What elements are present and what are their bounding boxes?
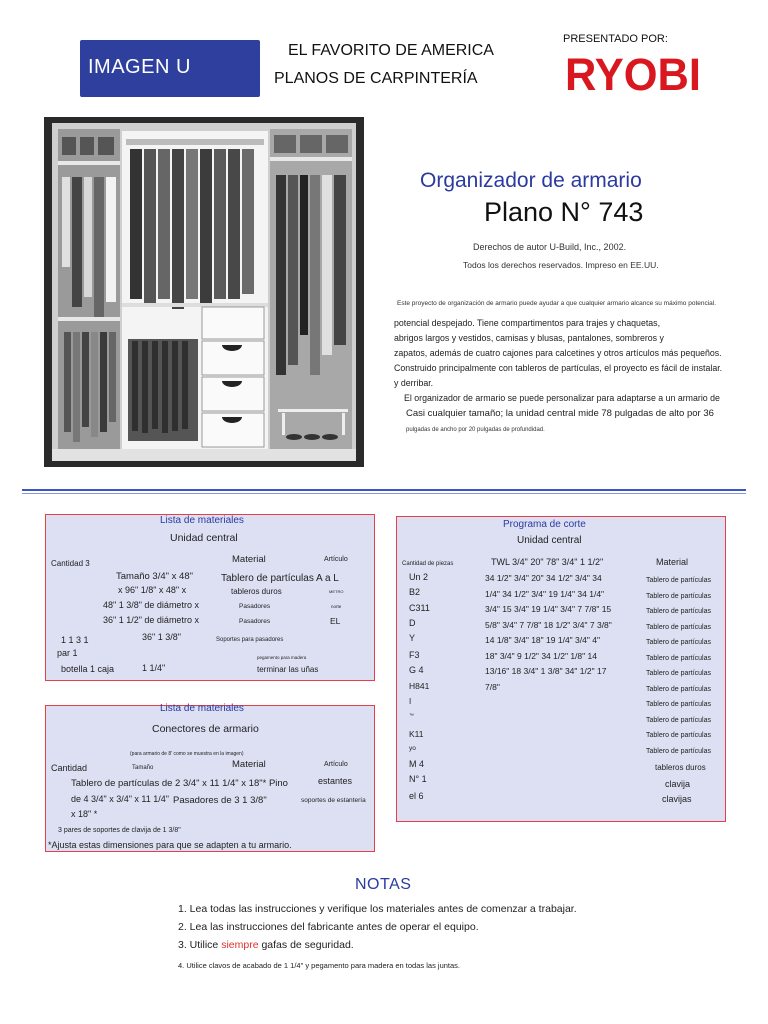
plan-number: Plano N° 743 <box>484 197 644 227</box>
materials-row: 36" 1 3/8" <box>142 632 181 642</box>
cutting-material: Tablero de partículas <box>646 639 711 646</box>
description-line: potencial despejado. Tiene compartimentos para trajes y chaquetas, <box>394 318 661 328</box>
cutting-material: Tablero de partículas <box>646 685 711 693</box>
col-material: Material <box>232 759 266 770</box>
description-line: y derribar. <box>394 378 434 388</box>
connectors-box <box>45 705 375 852</box>
col-material: Material <box>232 554 266 565</box>
article-item: norte <box>331 604 342 609</box>
cutting-title: Programa de corte <box>503 519 586 530</box>
cutting-material: Tablero de partículas <box>646 670 711 677</box>
cutting-material: clavijas <box>662 794 692 804</box>
cutting-material: Tablero de partículas <box>646 701 711 708</box>
materials-row: 48" 1 3/8" de diámetro x <box>103 600 199 610</box>
copyright-line-1: Derechos de autor U-Build, Inc., 2002. <box>473 242 627 252</box>
connectors-article: estantes <box>318 776 353 786</box>
description-line: Construido principalmente con tableros de partículas, el proyecto es fácil de instalar. <box>394 363 723 373</box>
notes-title: NOTAS <box>355 876 412 893</box>
cutting-dim-row: 3/4" 15 3/4" 19 1/4" 3/4" 7 7/8" 15 <box>485 604 612 614</box>
qty-item: par 1 <box>57 648 78 658</box>
cutting-part: C311 <box>409 603 430 613</box>
cutting-part: yo <box>409 745 416 752</box>
note-3-start: 3. Utilice <box>178 939 222 951</box>
cutting-part: B2 <box>409 587 421 597</box>
col-articulo: Artículo <box>324 556 348 563</box>
project-title: Organizador de armario <box>420 169 642 192</box>
cutting-part: K11 <box>409 729 424 739</box>
material-item: Pasadores <box>239 603 271 610</box>
cutting-material: Tablero de partículas <box>646 592 711 600</box>
cutting-dim-row: 14 1/8" 3/4" 18" 19 1/4" 3/4" 4" <box>485 635 600 645</box>
header-line-2: PLANOS DE CARPINTERÍA <box>274 70 478 87</box>
cutting-part: ™ <box>409 713 414 719</box>
cutting-dim-row: 34 1/2" 3/4" 20" 34 1/2" 3/4" 34 <box>485 573 602 583</box>
material-item: Soportes para pasadores <box>216 637 284 643</box>
material-item: tableros duros <box>231 587 282 596</box>
material-item: pegamento para madera <box>257 655 307 660</box>
cutting-material: Tablero de partículas <box>646 654 711 662</box>
connectors-line: Pasadores de 3 1 3/8" <box>173 795 267 806</box>
materials-title: Lista de materiales <box>160 515 244 526</box>
materials-subtitle: Unidad central <box>170 532 238 544</box>
note-3-end: gafas de seguridad. <box>258 939 354 951</box>
description-intro: Este proyecto de organización de armario puede ayudar a que cualquier armario alcance su máximo potencial. <box>397 300 717 307</box>
cutting-part: H841 <box>409 681 430 691</box>
description-line: abrigos largos y vestidos, camisas y blusas, pantalones, sombreros y <box>394 333 664 343</box>
cutting-part: I <box>409 697 412 706</box>
cutting-part: el 6 <box>409 791 424 801</box>
col-piezas: Cantidad de piezas <box>402 561 454 567</box>
header-line-1: EL FAVORITO DE AMERICA <box>288 42 494 59</box>
cutting-dim-row: 18" 3/4" 9 1/2" 34 1/2" 1/8" 14 <box>485 650 597 661</box>
material-item: terminar las uñas <box>257 665 319 674</box>
description-paragraph-2: El organizador de armario se puede personalizar para adaptarse a un armario de <box>404 393 720 403</box>
materials-row: Tamaño 3/4" x 48" <box>116 571 193 582</box>
qty-item: 1 1 3 1 <box>61 635 89 645</box>
cutting-part: M 4 <box>409 759 425 769</box>
material-item: Tablero de partículas A a L <box>221 573 339 584</box>
col-material: Material <box>656 557 689 567</box>
col-tamano: Tamaño <box>132 765 154 771</box>
article-item: METRO <box>329 589 344 594</box>
cutting-dim-row: 1/4" 34 1/2" 3/4" 19 1/4" 34 1/4" <box>485 588 605 599</box>
connectors-note: (para armario de 8' como se muestra en la imagen) <box>130 751 244 757</box>
copyright-line-2: Todos los derechos reservados. Impreso en EE.UU. <box>463 260 659 270</box>
cutting-part: F3 <box>409 650 420 660</box>
cutting-box <box>396 516 726 822</box>
brand-label: IMAGEN U <box>88 56 191 78</box>
description-paragraph-3: Casi cualquier tamaño; la unidad central mide 78 pulgadas de alto por 36 <box>406 408 714 419</box>
col-cantidad: Cantidad 3 <box>51 559 90 568</box>
connectors-footnote: *Ajusta estas dimensiones para que se adapten a tu armario. <box>48 840 292 850</box>
presented-by: PRESENTADO POR: <box>563 33 668 45</box>
materials-row: x 96" 1/8" x 48" x <box>118 585 187 595</box>
note-4: 4. Utilice clavos de acabado de 1 1/4" y pegamento para madera en todas las juntas. <box>178 961 461 970</box>
cutting-subtitle: Unidad central <box>517 535 582 546</box>
materials-row: 36" 1 1/2" de diámetro x <box>103 615 199 625</box>
description-line: zapatos, además de cuatro cajones para calcetines y otros artículos más pequeños. <box>394 348 722 358</box>
cutting-part: Un 2 <box>409 572 429 582</box>
connectors-line: Tablero de partículas de 2 3/4" x 11 1/4" x 18"* Pino <box>71 778 288 789</box>
cutting-header-dims: TWL 3/4" 20" 78" 3/4" 1 1/2" <box>491 557 604 567</box>
closet-photo <box>44 117 364 467</box>
cutting-material: Tablero de partículas <box>646 623 711 631</box>
qty-item: botella 1 caja <box>61 664 115 674</box>
cutting-part: G 4 <box>409 665 424 675</box>
cutting-part: Y <box>409 633 416 643</box>
note-2: 2. Lea las instrucciones del fabricante antes de operar el equipo. <box>178 921 479 933</box>
cutting-part: D <box>409 618 416 628</box>
cutting-dim-row: 7/8" <box>485 681 500 692</box>
cutting-dim-row: 13/16" 18 3/4" 1 3/8" 34" 1/2" 17 <box>485 666 607 676</box>
col-cantidad: Cantidad <box>51 763 88 773</box>
note-3-emphasis: siempre <box>221 939 259 951</box>
cutting-material: Tablero de partículas <box>646 577 711 584</box>
connectors-title: Lista de materiales <box>160 703 244 714</box>
cutting-material: clavija <box>665 778 691 789</box>
article-item: EL <box>330 616 341 626</box>
description-paragraph-4: pulgadas de ancho por 20 pulgadas de profundidad. <box>406 427 545 433</box>
separator-line <box>22 493 746 494</box>
separator-line <box>22 489 746 491</box>
material-item: Pasadores <box>239 618 271 625</box>
connectors-line: x 18" * <box>71 809 98 819</box>
cutting-material: Tablero de partículas <box>646 732 711 739</box>
ryobi-logo <box>563 50 703 96</box>
note-1: 1. Lea todas las instrucciones y verifique los materiales antes de comenzar a trabajar. <box>178 903 577 915</box>
cutting-material: Tablero de partículas <box>646 747 711 755</box>
connectors-subtitle: Conectores de armario <box>152 723 259 735</box>
col-articulo: Artículo <box>324 761 348 768</box>
note-3 <box>178 939 354 951</box>
svg-text:RYOBI: RYOBI <box>565 50 701 96</box>
connectors-article: soportes de estantería <box>301 797 366 804</box>
connectors-line: de 4 3/4" x 3/4" x 11 1/4" <box>71 794 169 804</box>
materials-box <box>45 514 375 681</box>
qty-item: 1 1/4" <box>142 663 166 673</box>
cutting-material: tableros duros <box>655 763 706 772</box>
cutting-dim-row: 5/8" 3/4" 7 7/8" 18 1/2" 3/4" 7 3/8" <box>485 619 612 630</box>
connectors-line: 3 pares de soportes de clavija de 1 3/8" <box>58 827 181 834</box>
cutting-part: N° 1 <box>409 774 427 784</box>
cutting-material: Tablero de partículas <box>646 608 711 615</box>
cutting-material: Tablero de partículas <box>646 716 711 724</box>
